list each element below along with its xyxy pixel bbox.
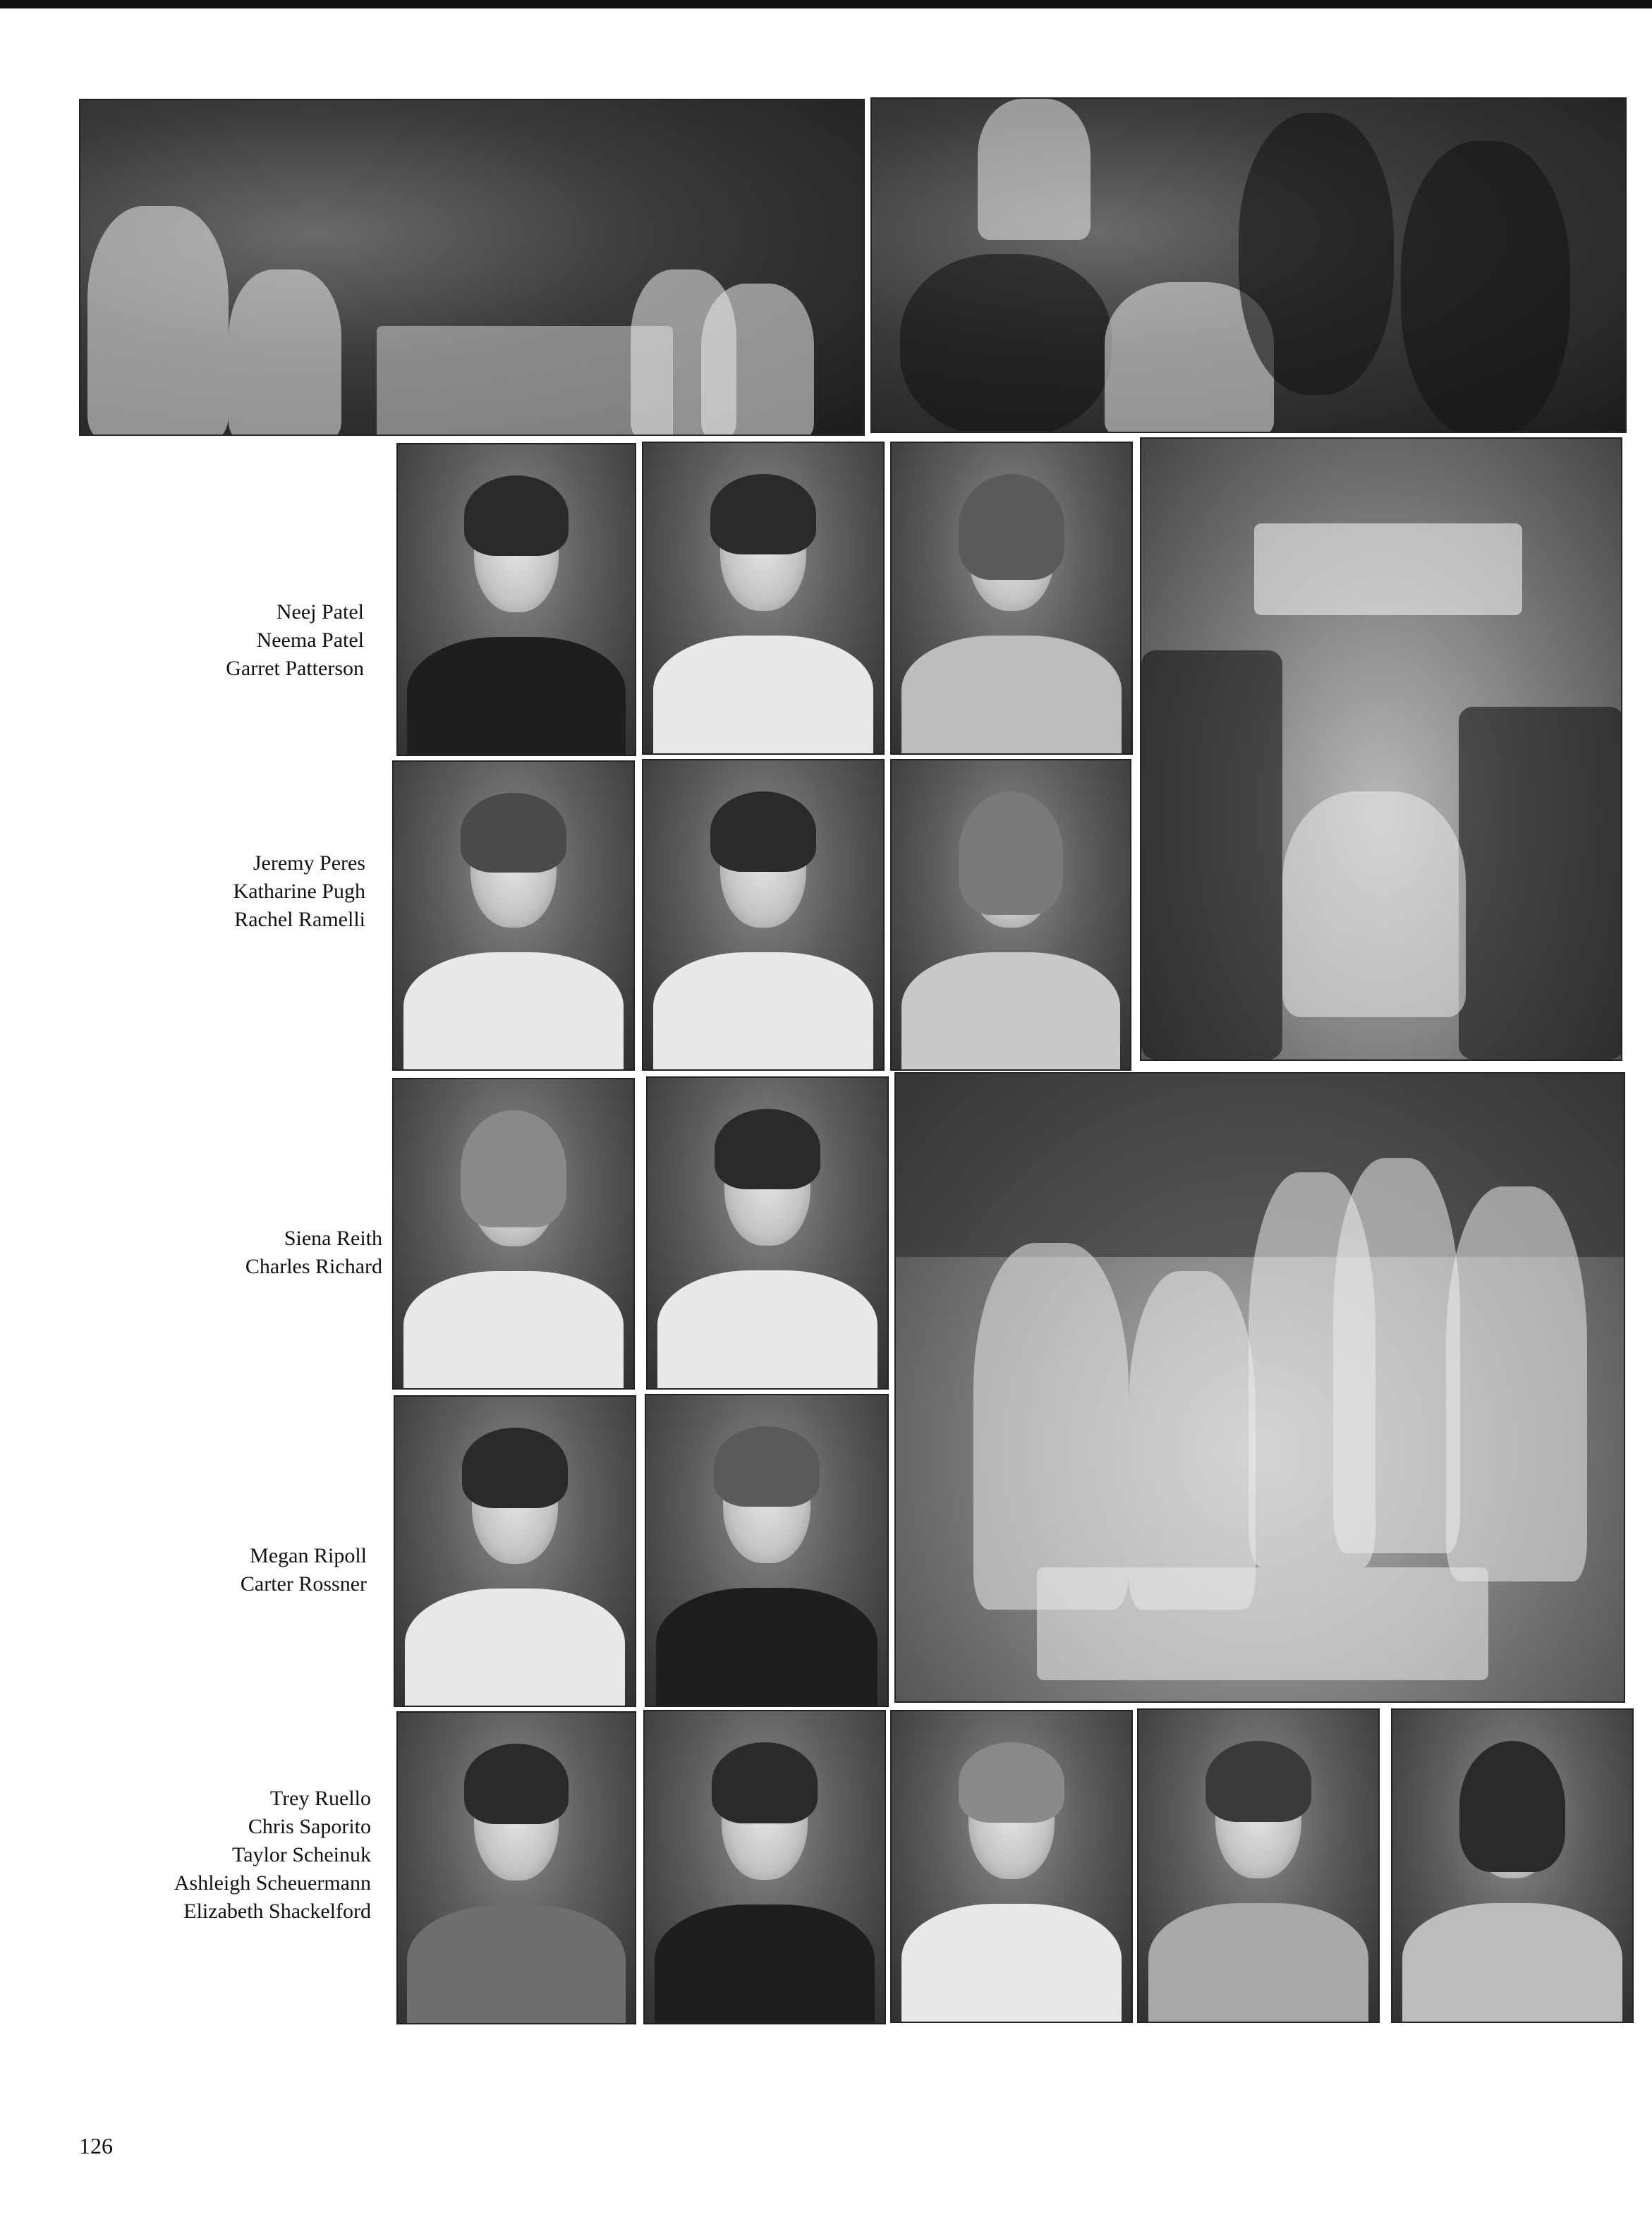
page-top-border bbox=[0, 0, 1652, 8]
student-name: Ashleigh Scheuermann bbox=[174, 1871, 371, 1895]
candid-photo-girls-with-dog bbox=[870, 97, 1627, 433]
student-name: Charles Richard bbox=[245, 1255, 382, 1278]
portrait-taylor-scheinuk bbox=[890, 1710, 1133, 2023]
student-name: Garret Patterson bbox=[226, 657, 364, 680]
student-name: Trey Ruello bbox=[269, 1787, 371, 1810]
name-list-row-1 bbox=[226, 598, 364, 683]
candid-photo-school-bus bbox=[1140, 437, 1622, 1061]
portrait-megan-ripoll bbox=[394, 1395, 636, 1707]
portrait-charles-richard bbox=[646, 1076, 889, 1390]
name-list-row-4 bbox=[241, 1542, 367, 1598]
name-list-row-3 bbox=[245, 1225, 382, 1281]
student-name: Elizabeth Shackelford bbox=[183, 1900, 371, 1923]
candid-photo-outdoor-group bbox=[894, 1072, 1625, 1703]
student-name: Neema Patel bbox=[256, 628, 364, 652]
student-name: Siena Reith bbox=[284, 1227, 382, 1250]
portrait-neej-patel bbox=[396, 443, 636, 756]
page-number: 126 bbox=[79, 2133, 113, 2158]
portrait-siena-reith bbox=[392, 1078, 635, 1390]
portrait-chris-saporito bbox=[643, 1710, 886, 2024]
portrait-carter-rossner bbox=[645, 1394, 889, 1707]
student-name: Rachel Ramelli bbox=[234, 908, 365, 931]
student-name: Chris Saporito bbox=[248, 1815, 371, 1838]
portrait-ashleigh-scheuermann bbox=[1137, 1708, 1380, 2023]
portrait-jeremy-peres bbox=[392, 760, 635, 1071]
student-name: Katharine Pugh bbox=[233, 880, 365, 903]
portrait-trey-ruello bbox=[396, 1711, 636, 2024]
student-name: Jeremy Peres bbox=[253, 851, 365, 875]
portrait-rachel-ramelli bbox=[890, 759, 1131, 1071]
candid-photo-art-table bbox=[79, 99, 865, 436]
student-name: Megan Ripoll bbox=[250, 1544, 367, 1567]
portrait-garret-patterson bbox=[890, 442, 1133, 755]
student-name: Taylor Scheinuk bbox=[231, 1843, 371, 1866]
student-name: Neej Patel bbox=[276, 600, 364, 624]
portrait-elizabeth-shackelford bbox=[1391, 1708, 1634, 2023]
portrait-neema-patel bbox=[642, 442, 885, 755]
name-list-row-5 bbox=[174, 1785, 371, 1926]
name-list-row-2 bbox=[233, 849, 365, 934]
student-name: Carter Rossner bbox=[240, 1572, 367, 1596]
portrait-katharine-pugh bbox=[642, 759, 885, 1071]
